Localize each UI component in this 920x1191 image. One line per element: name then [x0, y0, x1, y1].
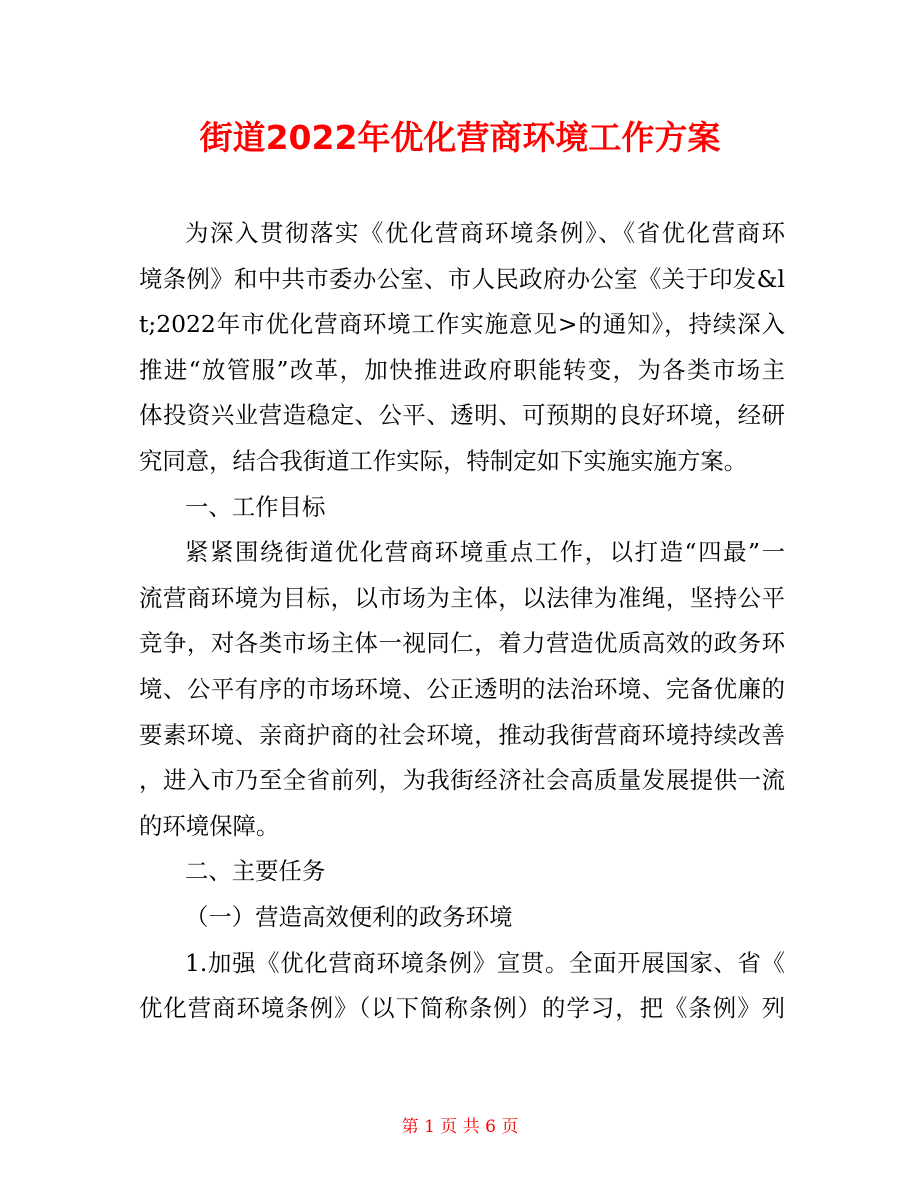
paragraph-line: 优化营商环境条例》（以下简称条例）的学习，把《条例》列 — [139, 994, 785, 1023]
section-heading: 二、主要任务 — [185, 857, 326, 886]
paragraph-line: 的环境保障。 — [139, 811, 280, 840]
paragraph-line: 要素环境、亲商护商的社会环境，推动我街营商环境持续改善 — [139, 720, 785, 749]
paragraph-line: 流营商环境为目标，以市场为主体，以法律为准绳，坚持公平 — [139, 583, 785, 612]
paragraph-line: 推进“放管服”改革，加快推进政府职能转变，为各类市场主 — [139, 355, 785, 384]
paragraph-line: 紧紧围绕街道优化营商环境重点工作，以打造“四最”一 — [185, 538, 785, 567]
paragraph-line: ，进入市乃至全省前列，为我街经济社会高质量发展提供一流 — [139, 766, 785, 795]
page-footer: 第 1 页 共 6 页 — [401, 1117, 519, 1137]
paragraph-line: 究同意，结合我街道工作实际，特制定如下实施实施方案。 — [139, 446, 748, 475]
document-title: 街道2022年优化营商环境工作方案 — [199, 118, 721, 157]
section-heading: 一、工作目标 — [185, 492, 326, 521]
document-body — [139, 211, 785, 1032]
paragraph-line: 境、公平有序的市场环境、公正透明的法治环境、完备优廉的 — [139, 674, 785, 703]
paragraph-line: 境条例》和中共市委办公室、市人民政府办公室《关于印发&l — [139, 264, 785, 293]
paragraph-line: 竞争，对各类市场主体一视同仁，着力营造优质高效的政务环 — [139, 629, 785, 658]
paragraph-line: 1.加强《优化营商环境条例》宣贯。全面开展国家、省《 — [185, 948, 785, 977]
paragraph-line: 为深入贯彻落实《优化营商环境条例》、《省优化营商环 — [185, 219, 785, 247]
subsection-heading: （一）营造高效便利的政务环境 — [185, 902, 513, 931]
paragraph-line: t;2022年市优化营商环境工作实施意见>的通知》，持续深入 — [139, 310, 785, 339]
paragraph-line: 体投资兴业营造稳定、公平、透明、可预期的良好环境，经研 — [139, 401, 785, 430]
